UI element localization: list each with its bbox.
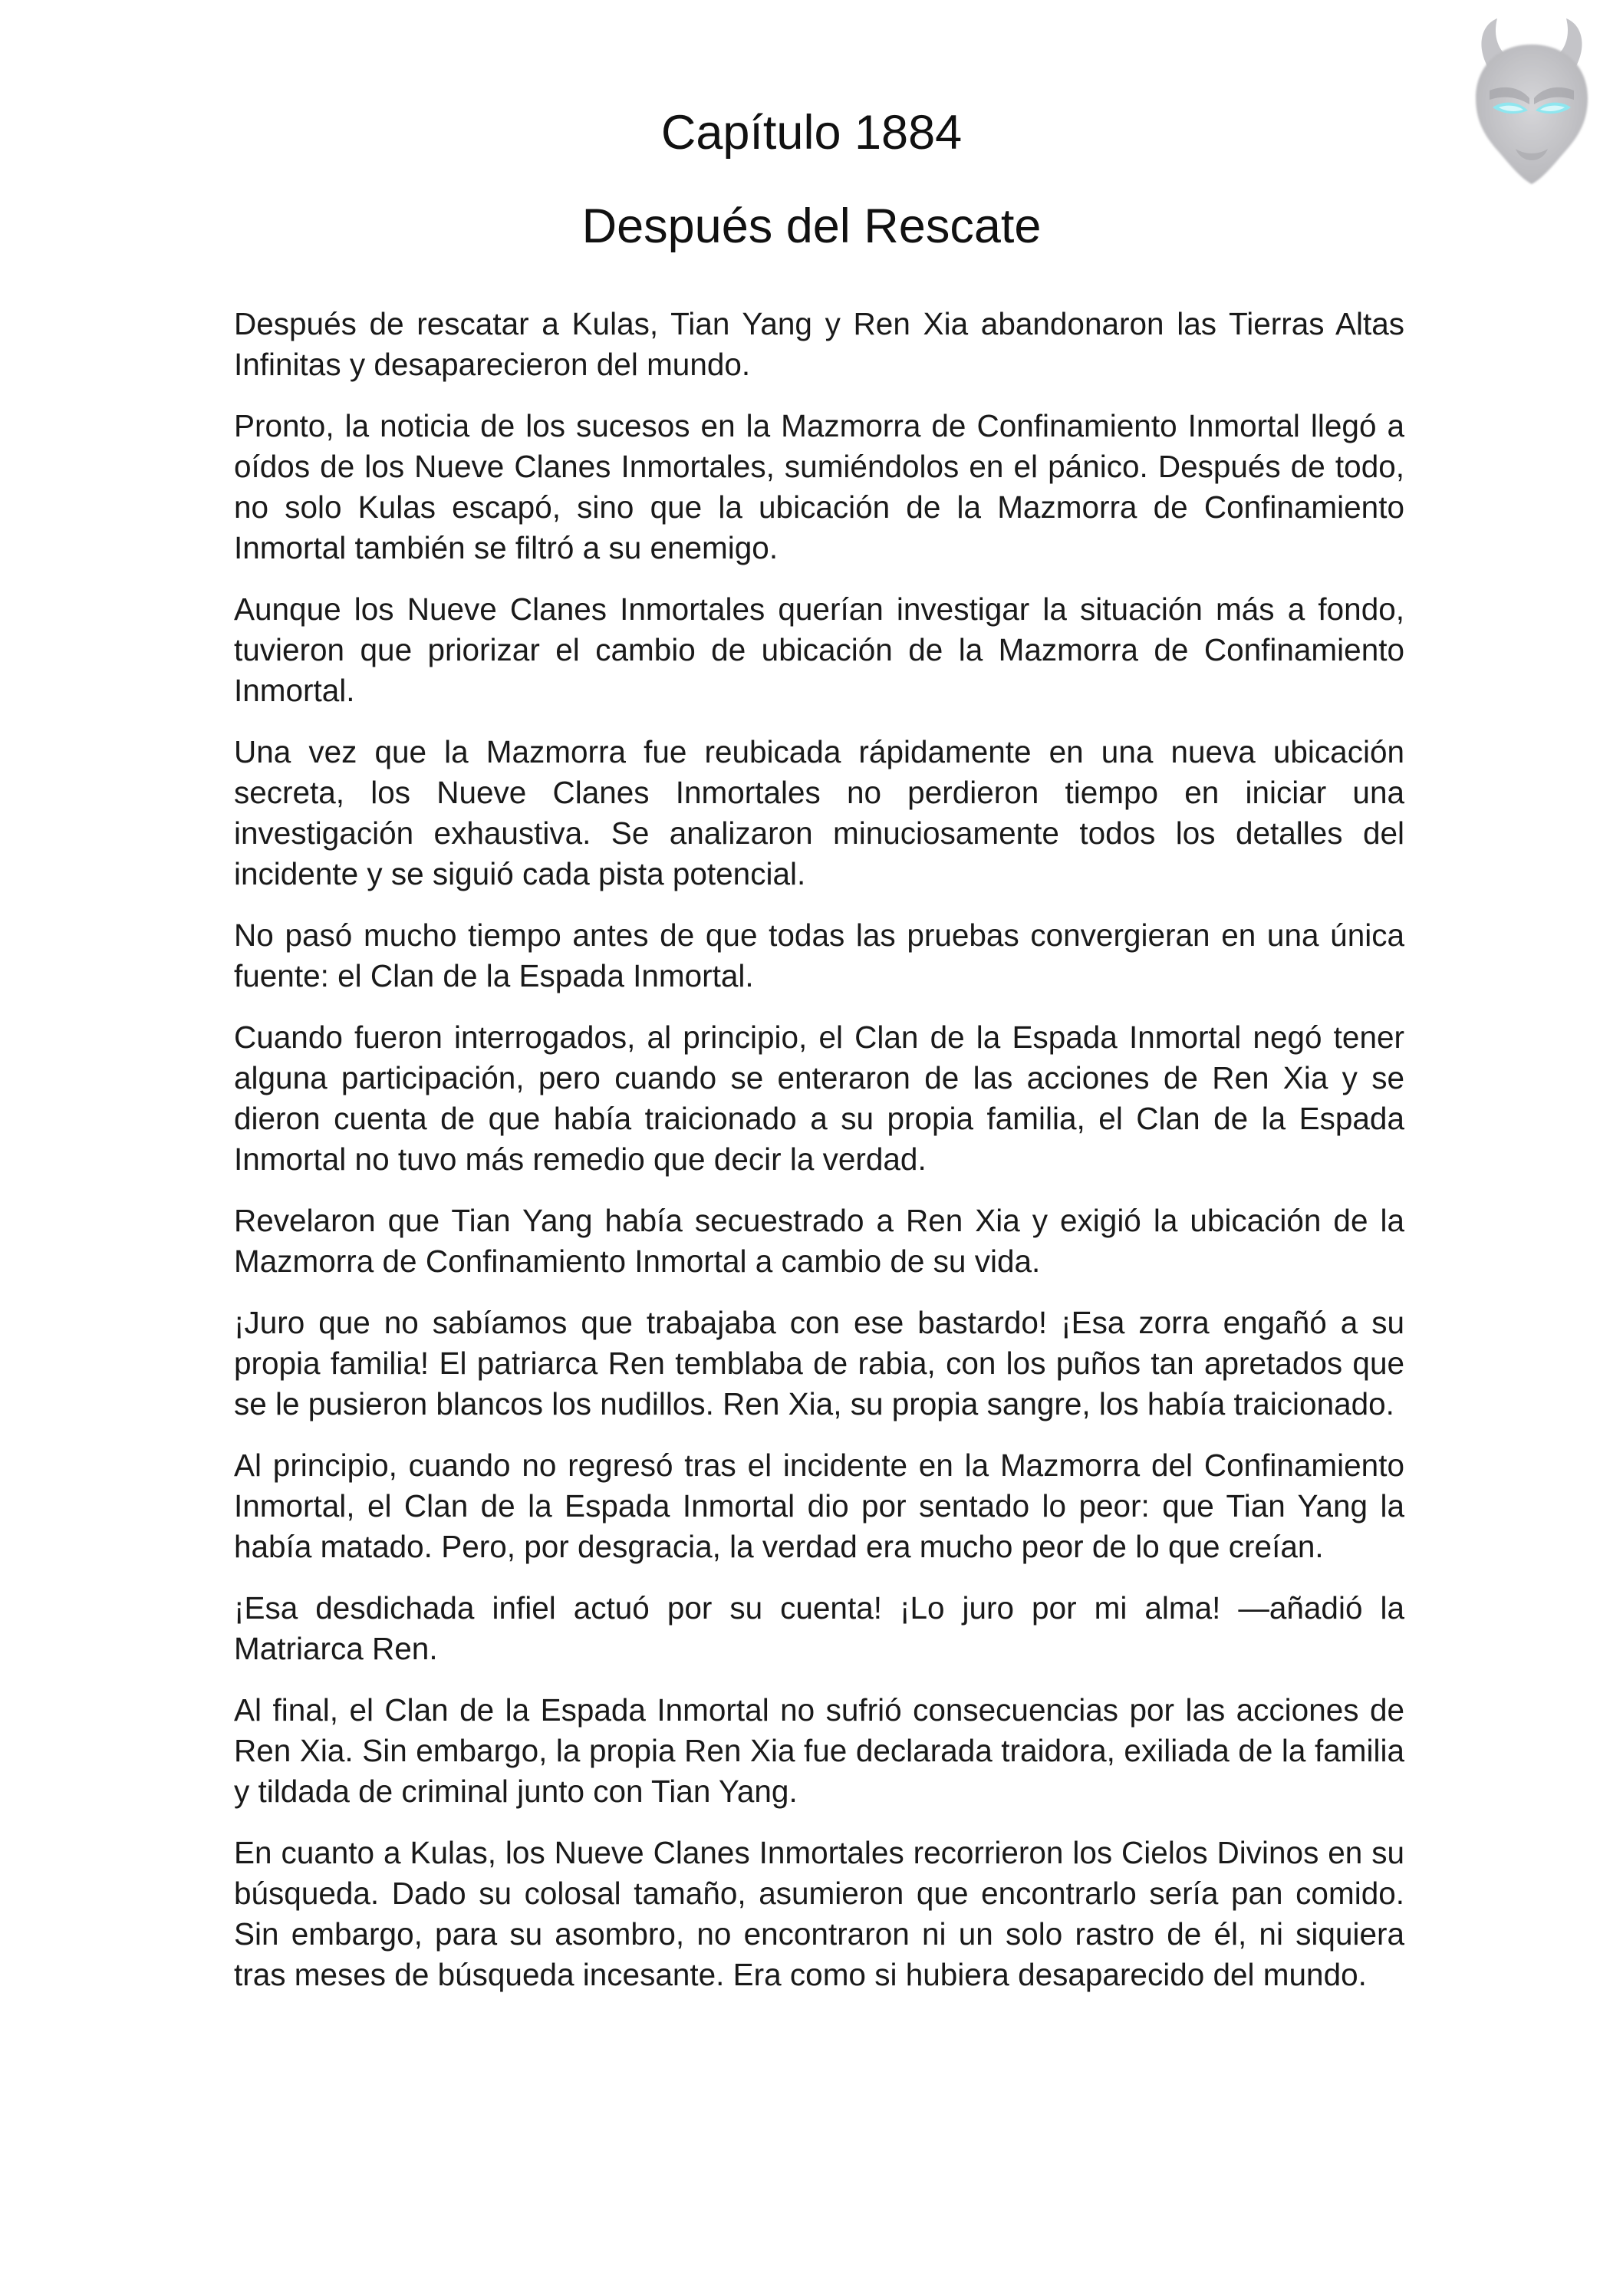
paragraph: Una vez que la Mazmorra fue reubicada rápidamente en una nueva ubicación secreta, los Nueve Clanes Inmortales no perdieron tiempo en iniciar una investigación exhaustiva. Se analizaron minuciosamente todos los detalles del incidente y se siguió cada pista potencial. xyxy=(234,734,1404,891)
chapter-body xyxy=(234,304,1404,2016)
paragraph: Aunque los Nueve Clanes Inmortales querían investigar la situación más a fondo, tuvieron que priorizar el cambio de ubicación de la Mazmorra de Confinamiento Inmortal. xyxy=(234,591,1404,708)
paragraph: Revelaron que Tian Yang había secuestrado a Ren Xia y exigió la ubicación de la Mazmorra de Confinamiento Inmortal a cambio de su vida. xyxy=(234,1203,1404,1279)
paragraph: Pronto, la noticia de los sucesos en la Mazmorra de Confinamiento Inmortal llegó a oídos de los Nueve Clanes Inmortales, sumiéndolos en el pánico. Después de todo, no solo Kulas escapó, sino que la ubicación de la Mazmorra de Confinamiento Inmortal también se filtró a su enemigo. xyxy=(234,408,1404,565)
chapter-title: Después del Rescate xyxy=(581,199,1042,253)
paragraph: ¡Esa desdichada infiel actuó por su cuenta! ¡Lo juro por mi alma! —añadió la Matriarca Ren. xyxy=(234,1590,1404,1666)
paragraph: No pasó mucho tiempo antes de que todas las pruebas convergieran en una única fuente: el Clan de la Espada Inmortal. xyxy=(234,917,1404,993)
chapter-heading xyxy=(0,86,1623,273)
paragraph: En cuanto a Kulas, los Nueve Clanes Inmortales recorrieron los Cielos Divinos en su búsqueda. Dado su colosal tamaño, asumieron que encontrarlo sería pan comido. Sin embargo, para su asombro, no encontraron ni un solo rastro de él, ni siquiera tras meses de búsqueda incesante. Era como si hubiera desaparecido del mundo. xyxy=(234,1835,1404,1992)
paragraph: Cuando fueron interrogados, al principio, el Clan de la Espada Inmortal negó tener alguna participación, pero cuando se enteraron de las acciones de Ren Xia y se dieron cuenta de que había traicionado a su propia familia, el Clan de la Espada Inmortal no tuvo más remedio que decir la verdad. xyxy=(234,1020,1404,1177)
chapter-number: Capítulo 1884 xyxy=(660,106,963,160)
paragraph: Al final, el Clan de la Espada Inmortal no sufrió consecuencias por las acciones de Ren Xia. Sin embargo, la propia Ren Xia fue declarada traidora, exiliada de la familia y tildada de criminal junto con Tian Yang. xyxy=(234,1692,1404,1809)
paragraph: Al principio, cuando no regresó tras el incidente en la Mazmorra del Confinamiento Inmortal, el Clan de la Espada Inmortal dio por sentado lo peor: que Tian Yang la había matado. Pero, por desgracia, la verdad era mucho peor de lo que creían. xyxy=(234,1448,1404,1564)
paragraph: Después de rescatar a Kulas, Tian Yang y Ren Xia abandonaron las Tierras Altas Infinitas y desaparecieron del mundo. xyxy=(234,306,1404,382)
paragraph: ¡Juro que no sabíamos que trabajaba con ese bastardo! ¡Esa zorra engañó a su propia familia! El patriarca Ren temblaba de rabia, con los puños tan apretados que se le pusieron blancos los nudillos. Ren Xia, su propia sangre, los había traicionado. xyxy=(234,1305,1404,1421)
